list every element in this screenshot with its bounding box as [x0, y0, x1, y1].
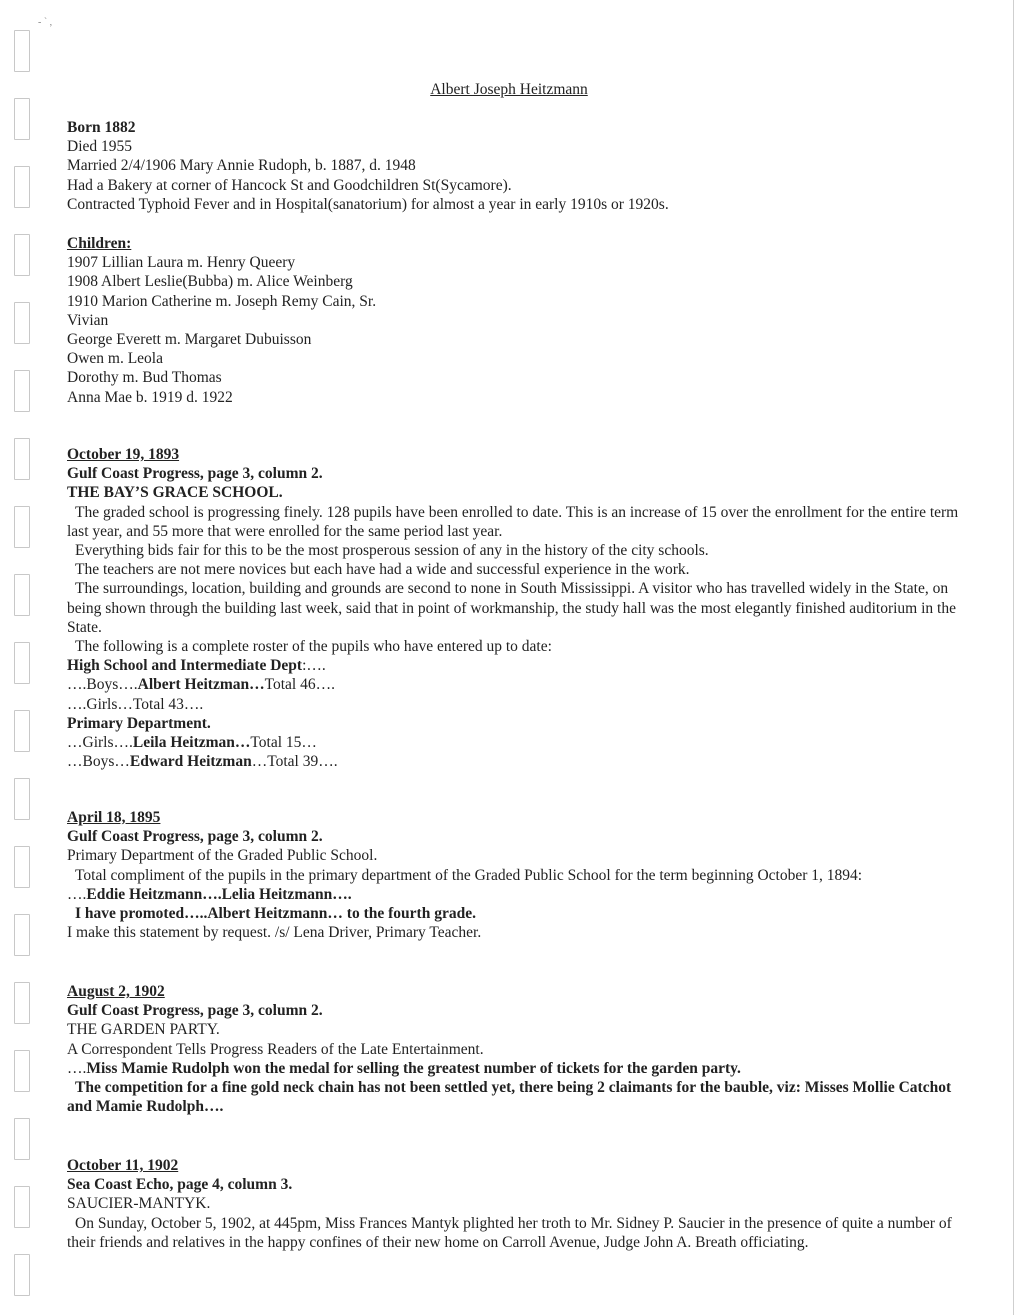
article-1	[67, 445, 967, 771]
roster-dept-heading: Primary Department.	[67, 714, 211, 732]
roster-total: …Total 39….	[251, 753, 338, 771]
roster-line	[67, 675, 967, 694]
binder-hole	[14, 778, 30, 820]
article-source: Gulf Coast Progress, page 3, column 2.	[67, 1002, 323, 1020]
roster-line: ….Girls…Total 43….	[67, 695, 204, 713]
article-paragraph: The graded school is progressing finely. 128 pupils have been enrolled to date. This is an increase of 15 over the enrollment for the entire term last year, and 55 more that were enrolled for the same period last year.	[67, 503, 959, 540]
binder-hole	[14, 166, 30, 208]
bio-line: Died 1955	[67, 138, 133, 156]
article-paragraph: Total compliment of the pupils in the primary department of the Graded Public School for the term beginning October 1, 1894:	[75, 866, 863, 884]
binder-hole	[14, 1254, 30, 1296]
article-subhead: A Correspondent Tells Progress Readers of the Late Entertainment.	[67, 1040, 484, 1058]
article-date: October 19, 1893	[67, 446, 180, 463]
binder-hole	[14, 574, 30, 616]
roster-dept-heading	[67, 656, 967, 675]
paragraph-bold: Miss Mamie Rudolph won the medal for selling the greatest number of tickets for the garden party.	[86, 1059, 741, 1077]
child-item: 1908 Albert Leslie(Bubba) m. Alice Weinberg	[67, 273, 353, 291]
article-paragraph: The surroundings, location, building and grounds are second to none in South Mississippi. A visitor who has travelled widely in the State, on being shown through the building last week, said that in point of workmanship, the study hall was the most elegantly finished auditorium in the State.	[67, 580, 956, 636]
roster-dept-tail: :….	[302, 657, 326, 675]
born-line: Born 1882	[67, 119, 136, 136]
binder-hole	[14, 1186, 30, 1228]
roster-total: Total 46….	[264, 676, 335, 694]
article-4	[67, 1156, 967, 1252]
article-paragraph: The following is a complete roster of the pupils who have entered up to date:	[75, 638, 552, 656]
binder-holes	[14, 30, 34, 1300]
children-section	[67, 234, 967, 407]
article-source: Gulf Coast Progress, page 3, column 2.	[67, 828, 323, 846]
roster-line	[67, 733, 967, 752]
roster-prefix: …Boys…	[67, 753, 130, 771]
roster-prefix: …Girls….	[67, 734, 133, 752]
signature-line: I make this statement by request. /s/ Lena Driver, Primary Teacher.	[67, 924, 482, 942]
binder-hole	[14, 98, 30, 140]
binder-hole	[14, 370, 30, 412]
article-headline: Primary Department of the Graded Public School.	[67, 847, 378, 865]
page-title: Albert Joseph Heitzmann	[430, 81, 588, 98]
article-paragraph: The teachers are not mere novices but each have had a wide and successful experience in the work.	[75, 561, 690, 579]
child-item: Vivian	[67, 311, 109, 329]
article-paragraph	[67, 1059, 967, 1078]
article-2	[67, 808, 967, 942]
children-heading: Children:	[67, 235, 132, 252]
scan-mark: - ` ,	[38, 17, 53, 28]
child-item: Anna Mae b. 1919 d. 1922	[67, 388, 233, 406]
binder-hole	[14, 506, 30, 548]
binder-hole	[14, 30, 30, 72]
child-item: George Everett m. Margaret Dubuisson	[67, 331, 312, 349]
bio-line: Contracted Typhoid Fever and in Hospital(sanatorium) for almost a year in early 1910s or 1920s.	[67, 195, 669, 213]
article-paragraph: Everything bids fair for this to be the most prosperous session of any in the history of the city schools.	[75, 542, 709, 560]
promotion-line: I have promoted…..Albert Heitzmann… to the fourth grade.	[75, 905, 476, 923]
article-source: Gulf Coast Progress, page 3, column 2.	[67, 465, 323, 483]
roster-total: Total 15…	[250, 734, 317, 752]
binder-hole	[14, 438, 30, 480]
roster-line	[67, 885, 967, 904]
paragraph-prefix: ….	[67, 1059, 87, 1077]
binder-hole	[14, 982, 30, 1024]
roster-line	[67, 752, 967, 771]
binder-hole	[14, 914, 30, 956]
binder-hole	[14, 642, 30, 684]
binder-hole	[14, 1118, 30, 1160]
roster-prefix: ….	[67, 885, 87, 903]
roster-name: Eddie Heitzmann….Lelia Heitzmann….	[86, 885, 352, 903]
article-3	[67, 982, 967, 1116]
roster-dept-name: High School and Intermediate Dept	[67, 657, 303, 675]
child-item: Dorothy m. Bud Thomas	[67, 369, 222, 387]
child-item: 1907 Lillian Laura m. Henry Queery	[67, 254, 296, 272]
roster-name: Leila Heitzman…	[132, 734, 251, 752]
binder-hole	[14, 846, 30, 888]
bio-section	[67, 118, 967, 214]
article-source: Sea Coast Echo, page 4, column 3.	[67, 1176, 293, 1194]
binder-hole	[14, 1050, 30, 1092]
bio-line: Had a Bakery at corner of Hancock St and Goodchildren St(Sycamore).	[67, 176, 512, 194]
binder-hole	[14, 302, 30, 344]
page-edge	[1013, 0, 1014, 1315]
article-date: August 2, 1902	[67, 983, 165, 1000]
child-item: 1910 Marion Catherine m. Joseph Remy Cain, Sr.	[67, 292, 377, 310]
article-paragraph: On Sunday, October 5, 1902, at 445pm, Miss Frances Mantyk plighted her troth to Mr. Sidney P. Saucier in the presence of quite a number of their friends and relatives in the happy confines of their new home on Carroll Avenue, Judge John A. Breath officiating.	[67, 1214, 952, 1251]
article-headline: THE GARDEN PARTY.	[67, 1021, 220, 1039]
bio-line: Married 2/4/1906 Mary Annie Rudoph, b. 1887, d. 1948	[67, 157, 416, 175]
article-date: April 18, 1895	[67, 809, 161, 826]
article-paragraph: The competition for a fine gold neck chain has not been settled yet, there being 2 claimants for the bauble, viz: Misses Mollie Catchot and Mamie Rudolph….	[67, 1079, 952, 1116]
article-headline: SAUCIER-MANTYK.	[67, 1195, 211, 1213]
article-headline: THE BAY’S GRACE SCHOOL.	[67, 484, 283, 502]
roster-name: Albert Heitzman…	[137, 676, 265, 694]
binder-hole	[14, 234, 30, 276]
article-date: October 11, 1902	[67, 1157, 179, 1174]
roster-name: Edward Heitzman	[129, 753, 252, 771]
child-item: Owen m. Leola	[67, 350, 163, 368]
roster-prefix: ….Boys….	[67, 676, 138, 694]
binder-hole	[14, 710, 30, 752]
